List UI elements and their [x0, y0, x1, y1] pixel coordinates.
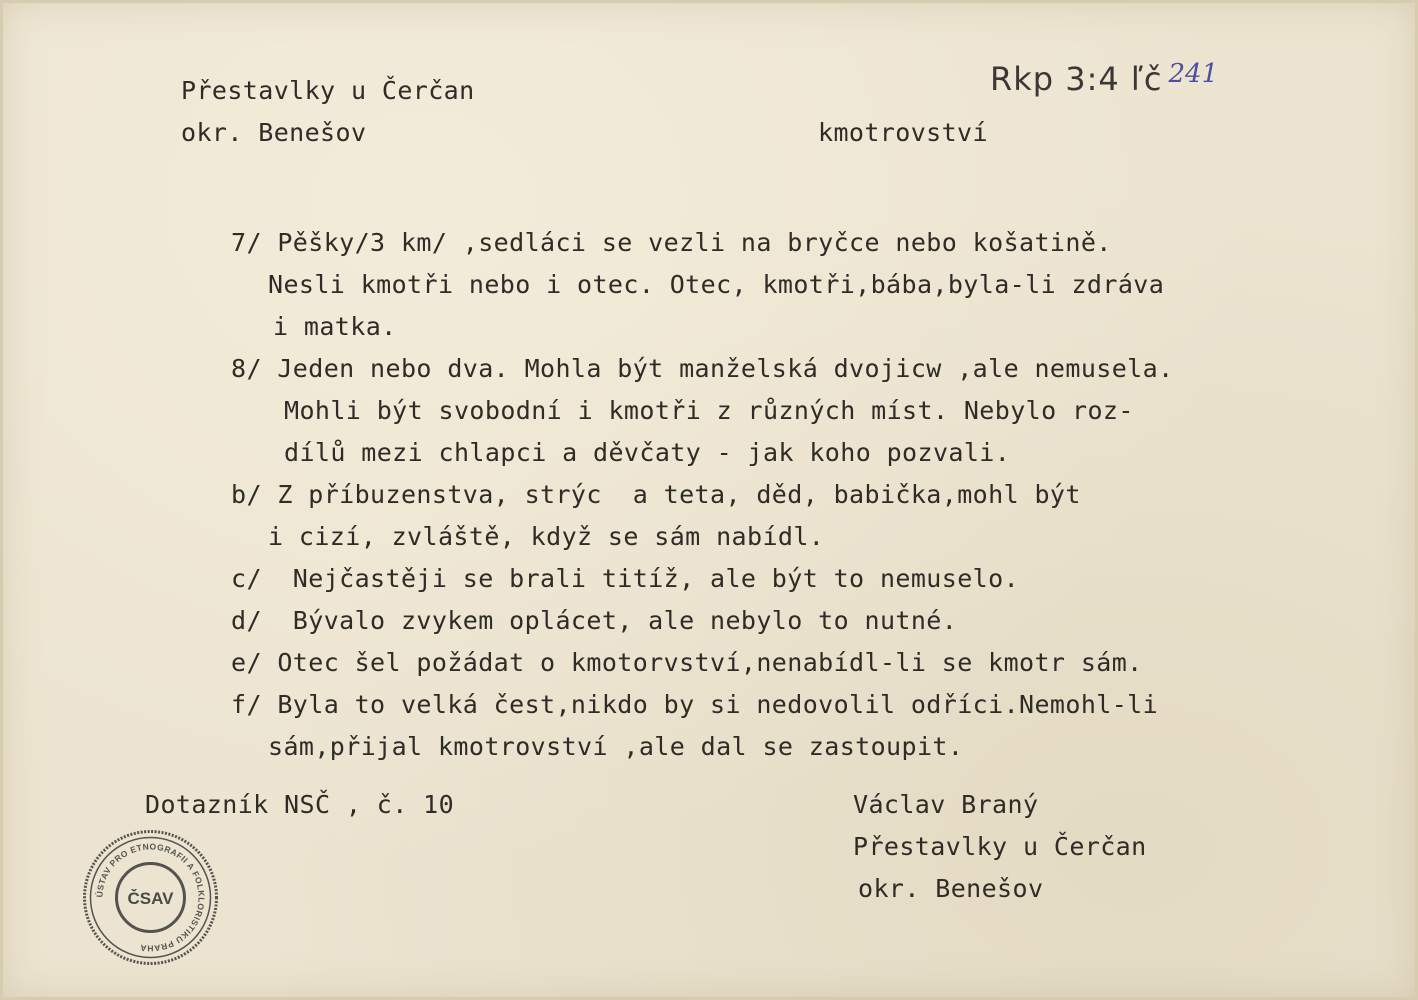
text-line: i matka. [273, 312, 397, 341]
text-line: 8/ Jeden nebo dva. Mohla být manželská dvojicw ,ale nemusela. [231, 354, 1174, 383]
author-name: Václav Braný [853, 790, 1039, 819]
text-line: Mohli být svobodní i kmotři z různých míst. Nebylo roz- [284, 396, 1134, 425]
text-line: i cizí, zvláště, když se sám nabídl. [268, 522, 825, 551]
header-district: okr. Benešov [181, 118, 367, 147]
questionnaire-ref: Dotazník NSČ , č. 10 [145, 790, 455, 819]
handwritten-number: 241 [1168, 59, 1219, 89]
institute-seal [78, 825, 223, 970]
text-line: d/ Bývalo zvykem oplácet, ale nebylo to nutné. [231, 606, 958, 635]
shelfmark-stamp: Rkp 3:4 ľč [990, 60, 1163, 98]
text-line: 7/ Pěšky/3 km/ ,sedláci se vezli na bryčce nebo košatině. [231, 228, 1112, 257]
text-line: Nesli kmotři nebo i otec. Otec, kmotři,bába,byla-li zdráva [268, 270, 1165, 299]
header-place: Přestavlky u Čerčan [181, 76, 475, 105]
text-line: e/ Otec šel požádat o kmotorvství,nenabídl-li se kmotr sám. [231, 648, 1143, 677]
shelfmark [990, 60, 1218, 98]
seal-ring-text: ÚSTAV PRO ETNOGRAFII A FOLKLORISTIKU PRAHA [94, 841, 207, 954]
text-line: c/ Nejčastěji se brali titíž, ale být to nemuselo. [231, 564, 1020, 593]
text-line: dílů mezi chlapci a děvčaty - jak koho pozvali. [284, 438, 1011, 467]
text-line: sám,přijal kmotrovství ,ale dal se zastoupit. [268, 732, 964, 761]
author-district: okr. Benešov [858, 874, 1044, 903]
topic-label: kmotrovství [818, 118, 988, 147]
text-line: f/ Byla to velká čest,nikdo by si nedovolil odříci.Nemohl-li [231, 690, 1159, 719]
author-place: Přestavlky u Čerčan [853, 832, 1147, 861]
seal-center-text: ČSAV [127, 889, 174, 908]
text-line: b/ Z příbuzenstva, strýc a teta, děd, babička,mohl být [231, 480, 1081, 509]
